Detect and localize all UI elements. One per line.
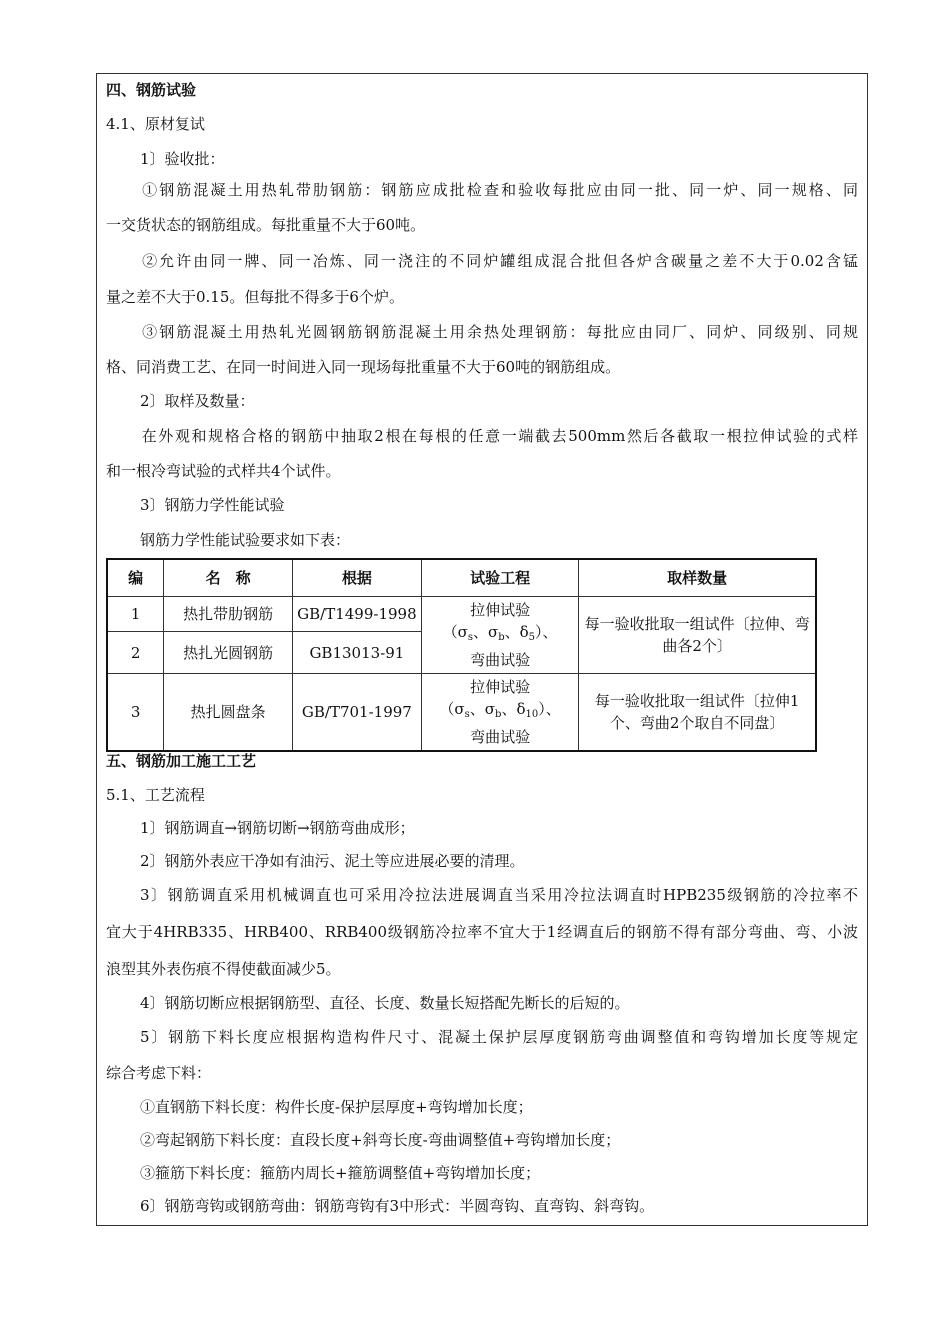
- item3-title: 3〕钢筋力学性能试验: [140, 496, 285, 514]
- paragraph-line: 3〕钢筋调直采用机械调直也可采用冷拉法进展调直当采用冷拉法调直时HPB235级钢筋的冷拉率不: [140, 886, 858, 904]
- paragraph-line: 综合考虑下料：: [106, 1064, 212, 1082]
- section4-heading: 四、钢筋试验: [106, 81, 197, 99]
- paragraph-line: ③钢筋混凝土用热轧光圆钢筋钢筋混凝土用余热处理钢筋：每批应由同厂、同炉、同级别、同规: [140, 323, 858, 341]
- row-name: 热扎圆盘条: [164, 674, 293, 752]
- step-line: 4〕钢筋切断应根据钢筋型、直径、长度、数量长短搭配先断长的后短的。: [140, 994, 630, 1012]
- section5-heading: 五、钢筋加工施工工艺: [106, 752, 257, 770]
- paragraph-line: 5〕钢筋下料长度应根据构造构件尺寸、混凝土保护层厚度钢筋弯曲调整值和弯钩增加长度等规定: [140, 1028, 858, 1046]
- row-basis: GB13013-91: [292, 632, 421, 674]
- paragraph-line: 宜大于4HRB335、HRB400、RRB400级钢筋冷拉率不宜大于1经调直后的钢筋不得有部分弯曲、弯、小波: [106, 923, 858, 941]
- paragraph-line: ②允许由同一牌、同一冶炼、同一浇注的不同炉罐组成混合批但各炉含碳量之差不大于0.02含锰: [140, 252, 858, 270]
- row-name: 热扎带肋钢筋: [164, 597, 293, 632]
- paragraph-line: ①钢筋混凝土用热轧带肋钢筋：钢筋应成批检查和验收每批应由同一批、同一炉、同一规格、同: [140, 181, 858, 199]
- paragraph-line: 在外观和规格合格的钢筋中抽取2根在每根的任意一端截去500mm然后各截取一根拉伸试验的式样: [140, 427, 858, 445]
- header-sample: 取样数量: [579, 559, 816, 597]
- header-test: 试验工程: [421, 559, 579, 597]
- formula-line: ②弯起钢筋下料长度：直段长度+斜弯长度-弯曲调整值+弯钩增加长度；: [140, 1131, 621, 1149]
- step-line: 2〕钢筋外表应干净如有油污、泥土等应进展必要的清理。: [140, 852, 525, 870]
- header-no: 编: [107, 559, 164, 597]
- paragraph-line: 格、同消费工艺、在同一时间进入同一现场每批重量不大于60吨的钢筋组成。: [106, 358, 621, 376]
- table-intro: 钢筋力学性能试验要求如下表：: [140, 531, 351, 549]
- formula-line: ①直钢筋下料长度：构件长度-保护层厚度+弯钩增加长度；: [140, 1098, 533, 1116]
- row-test: 拉伸试验 （$\sigma_s$、$\sigma_b$、$\delta_{10}$）、 弯曲试验: [421, 674, 579, 752]
- step-line: 6〕钢筋弯钩或钢筋弯曲：钢筋弯钩有3中形式：半圆弯钩、直弯钩、斜弯钩。: [140, 1197, 655, 1215]
- row-sample: 每一验收批取一组试件〔拉伸、弯曲各2个〕: [579, 597, 816, 674]
- row-basis: GB/T701-1997: [292, 674, 421, 752]
- table-row: [107, 597, 816, 632]
- paragraph-line: 和一根冷弯试验的式样共4个试件。: [106, 462, 341, 480]
- item2-title: 2〕取样及数量：: [140, 392, 255, 410]
- sub-heading-4-1: 4.1、原材复试: [106, 115, 205, 133]
- row-basis: GB/T1499-1998: [292, 597, 421, 632]
- step-line: 1〕钢筋调直→钢筋切断→钢筋弯曲成形；: [140, 819, 415, 837]
- row-sample: 每一验收批取一组试件〔拉伸1个、弯曲2个取自不同盘〕: [579, 674, 816, 752]
- table-row: [107, 674, 816, 752]
- formula-line: ③箍筋下料长度：箍筋内周长+箍筋调整值+弯钩增加长度；: [140, 1164, 541, 1182]
- table-header-row: [107, 559, 816, 597]
- header-name: 名 称: [164, 559, 293, 597]
- row-test: 拉伸试验 （$\sigma_s$、$\sigma_b$、$\delta_5$）、 弯曲试验: [421, 597, 579, 674]
- header-basis: 根据: [292, 559, 421, 597]
- rebar-test-table: [106, 558, 817, 752]
- sub-heading-5-1: 5.1、工艺流程: [106, 786, 205, 804]
- paragraph-line: 一交货状态的钢筋组成。每批重量不大于60吨。: [106, 216, 426, 234]
- row-name: 热扎光圆钢筋: [164, 632, 293, 674]
- item1-title: 1〕验收批：: [140, 150, 225, 168]
- row-no: 2: [107, 632, 164, 674]
- paragraph-line: 浪型其外表伤痕不得使截面减少5。: [106, 960, 341, 978]
- row-no: 3: [107, 674, 164, 752]
- paragraph-line: 量之差不大于0.15。但每批不得多于6个炉。: [106, 288, 404, 306]
- row-no: 1: [107, 597, 164, 632]
